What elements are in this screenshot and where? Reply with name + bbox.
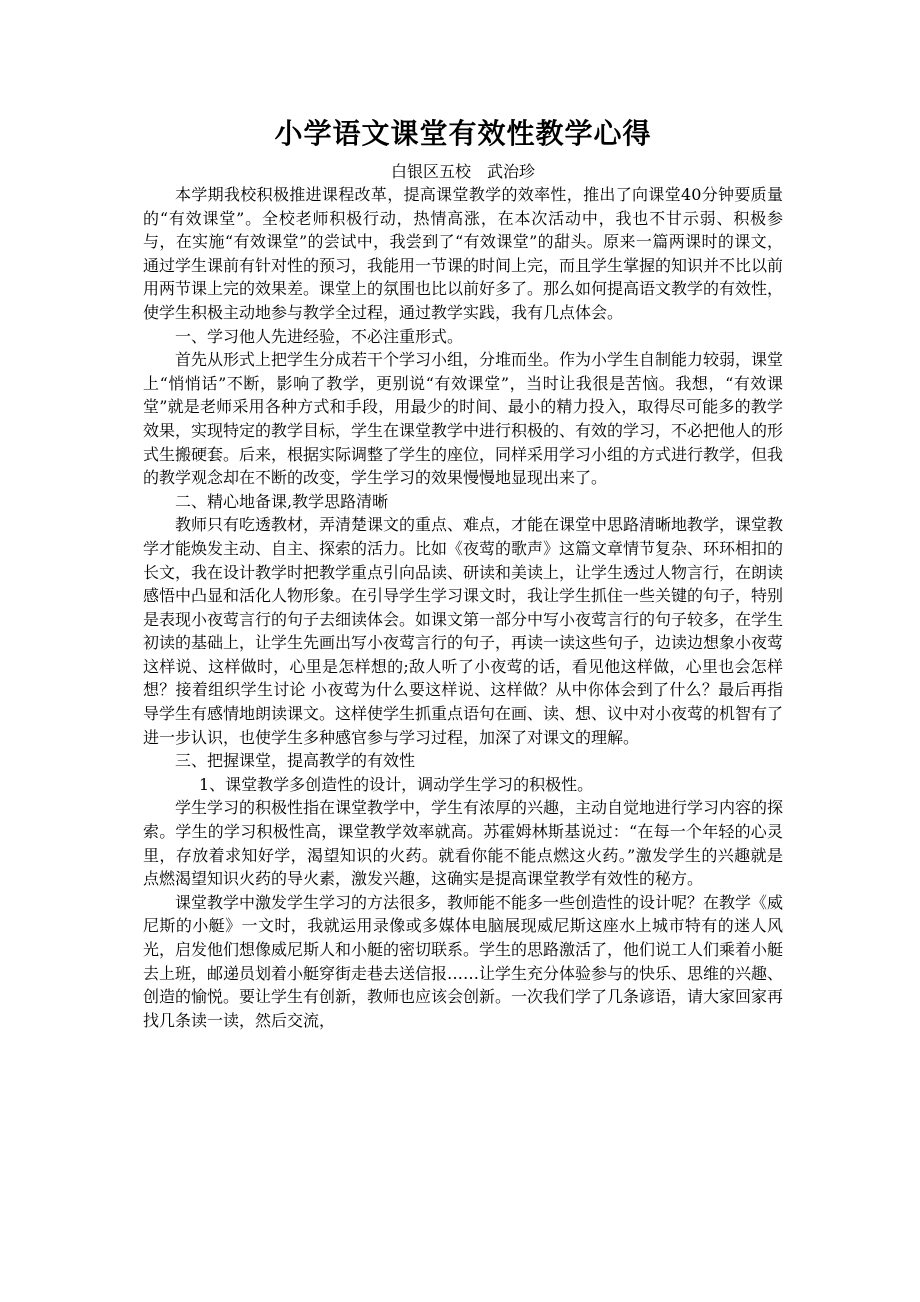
author-byline: 白银区五校 武治珍	[390, 162, 535, 181]
paragraph: 课堂教学中激发学生学习的方法很多，教师能不能多一些创造性的设计呢？在教学《威尼斯的小艇》一文时，我就运用录像或多媒体电脑展现威尼斯这座水上城市特有的迷人风光，启发他们想像威尼斯人和小艇的密切联系。学生的思路激活了，他们说工人们乘着小艇去上班，邮递员划着小艇穿街走巷去送信报……让学生充分体验参与的快乐、思维的兴趣、创造的愉悦。要让学生有创新，教师也应该会创新。一次我们学了几条谚语，请大家回家再找几条读一读，然后交流，	[143, 892, 784, 1030]
section-heading-2: 二、精心地备课,教学思路清晰	[175, 491, 389, 511]
subsection-heading-1: 1、课堂教学多创造性的设计，调动学生学习的积极性。	[199, 774, 594, 794]
document-page	[143, 112, 783, 1032]
paragraph-intro: 本学期我校积极推进课程改革，提高课堂教学的效率性，推出了向课堂40分钟要质量的“有效课堂”。全校老师积极行动，热情高涨，在本次活动中，我也不甘示弱、积极参与，在实施“有效课堂”的尝试中，我尝到了“有效课堂”的甜头。原来一篇两课时的课文，通过学生课前有针对性的预习，我能用一节课的时间上完，而且学生掌握的知识并不比以前用两节课上完的效果差。课堂上的氛围也比以前好多了。那么如何提高语文教学的有效性，使学生积极主动地参与教学全过程，通过教学实践，我有几点体会。	[143, 185, 784, 322]
document-title: 小学语文课堂有效性教学心得	[274, 117, 652, 150]
document-body	[143, 183, 783, 1032]
paragraph: 首先从形式上把学生分成若干个学习小组，分堆而坐。作为小学生自制能力较弱，课堂上“悄悄话”不断，影响了教学，更别说“有效课堂”，当时让我很是苦恼。我想，“有效课堂”就是老师采用各种方式和手段，用最少的时间、最小的精力投入，取得尽可能多的教学效果，实现特定的教学目标，学生在课堂教学中进行积极的、有效的学习，不必把他人的形式生搬硬套。后来，根据实际调整了学生的座位，同样采用学习小组的方式进行教学，但我的教学观念却在不断的改变，学生学习的效果慢慢地显现出来了。	[143, 350, 784, 488]
section-heading-3: 三、把握课堂，提高教学的有效性	[175, 751, 416, 771]
section-heading-1: 一、学习他人先进经验，不必注重形式。	[175, 326, 464, 346]
paragraph: 教师只有吃透教材，弄清楚课文的重点、难点，才能在课堂中思路清晰地教学，课堂教学才能焕发主动、自主、探索的活力。比如《夜莺的歌声》这篇文章情节复杂、环环相扣的长文，我在设计教学时把教学重点引向品读、研读和美读上，让学生透过人物言行，在朗读感悟中凸显和活化人物形象。在引导学生学习课文时，我让学生抓住一些关键的句子，特别是表现小夜莺言行的句子去细读体会。如课文第一部分中写小夜莺言行的句子较多，在学生初读的基础上，让学生先画出写小夜莺言行的句子，再读一读这些句子，边读边想象小夜莺这样说、这样做时，心里是怎样想的;敌人听了小夜莺的话，看见他这样做，心里也会怎样想？接着组织学生讨论 小夜莺为什么要这样说、这样做？从中你体会到了什么？最后再指导学生有感情地朗读课文。这样使学生抓重点语句在画、读、想、议中对小夜莺的机智有了进一步认识，也使学生多种感官参与学习过程，加深了对课文的理解。	[143, 515, 784, 747]
paragraph: 学生学习的积极性指在课堂教学中，学生有浓厚的兴趣，主动自觉地进行学习内容的探索。学生的学习积极性高，课堂教学效率就高。苏霍姆林斯基说过：“在每一个年轻的心灵里，存放着求知好学，渴望知识的火药。就看你能不能点燃这火药。”激发学生的兴趣就是点燃渴望知识火药的导火素，激发兴趣，这确实是提高课堂教学有效性的秘方。	[143, 798, 784, 889]
